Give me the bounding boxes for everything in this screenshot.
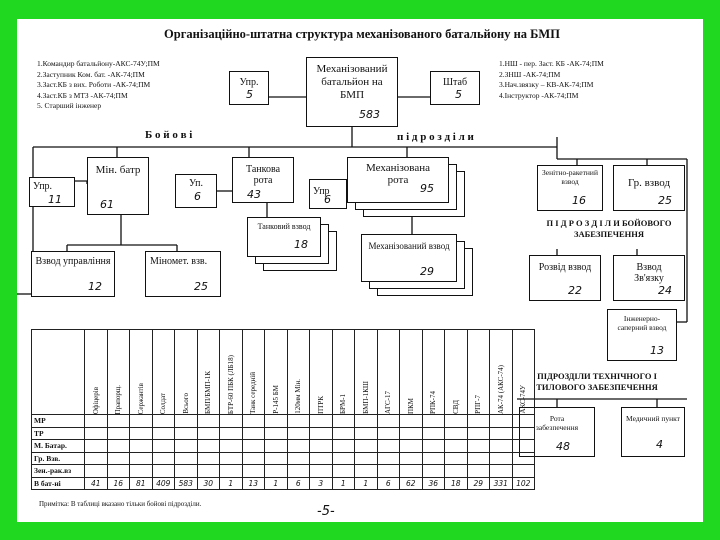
mortar-battery-box: Мін. батр 61 — [87, 157, 149, 215]
table-cell: 102 — [512, 477, 535, 490]
mortar-vzvod-box: Міномет. взв. 25 — [145, 251, 221, 297]
table-cell — [332, 415, 355, 428]
table-row — [32, 477, 535, 490]
column-header — [152, 330, 175, 415]
column-header-label: Всього — [181, 393, 190, 414]
staff-count: 5 — [455, 88, 462, 101]
table-cell: 81 — [130, 477, 153, 490]
table-cell — [107, 415, 130, 428]
tank-rota-count: 43 — [247, 188, 261, 201]
footnote: Примітка: В таблиці вказано тільки бойові підрозділи. — [39, 500, 202, 508]
equipment-table — [31, 329, 535, 490]
table-cell — [265, 440, 288, 453]
table-cell — [355, 427, 378, 440]
table-cell — [130, 440, 153, 453]
table-cell — [265, 465, 288, 478]
aa-vzvod-count: 16 — [572, 194, 586, 207]
table-cell — [310, 415, 333, 428]
column-header — [490, 330, 513, 415]
staff-item: 1.НШ - пер. Заст. КБ -АК-74;ПМ — [499, 59, 604, 68]
column-header — [287, 330, 310, 415]
mech-rota-upr-box: Упр 6 — [309, 179, 347, 209]
mech-rota-box: Механізована рота 95 — [347, 157, 449, 203]
column-header — [242, 330, 265, 415]
table-cell: 62 — [400, 477, 423, 490]
mech-vzvod-count: 29 — [420, 265, 434, 278]
table-row — [32, 465, 535, 478]
staff-list — [499, 59, 604, 101]
table-cell — [377, 465, 400, 478]
table-cell — [197, 440, 220, 453]
table-cell — [220, 452, 243, 465]
column-header-label: РПК-74 — [429, 391, 438, 414]
table-cell — [355, 465, 378, 478]
table-cell — [490, 415, 513, 428]
column-header-label: Прапорщ. — [114, 384, 123, 414]
table-cell — [512, 440, 535, 453]
table-cell: 13 — [242, 477, 265, 490]
staff-box: Штаб 5 — [430, 71, 480, 105]
column-header — [107, 330, 130, 415]
tank-vzvod-count: 18 — [294, 238, 308, 251]
column-header-label: Солдат — [159, 392, 168, 414]
mortar-vzvod-count: 25 — [194, 280, 208, 293]
table-cell — [152, 440, 175, 453]
column-header — [512, 330, 535, 415]
table-row — [32, 415, 535, 428]
page-number: -5- — [317, 504, 335, 519]
table-cell — [310, 427, 333, 440]
table-cell: 331 — [490, 477, 513, 490]
row-label: В бат-ні — [32, 477, 85, 490]
column-header — [445, 330, 468, 415]
table-cell — [512, 452, 535, 465]
staff-item: 3.Нач.звязку – КВ-АК-74;ПМ — [499, 80, 594, 89]
table-cell — [355, 452, 378, 465]
row-label: МР — [32, 415, 85, 428]
combat-header-right: п і д р о з д і л и — [397, 131, 474, 143]
column-header-label: 120мм Мін. — [294, 379, 303, 414]
table-cell — [467, 427, 490, 440]
table-cell — [287, 440, 310, 453]
column-header — [377, 330, 400, 415]
table-cell — [265, 427, 288, 440]
combat-header-left: Б о й о в і — [145, 129, 193, 141]
table-cell — [152, 452, 175, 465]
column-header — [310, 330, 333, 415]
table-cell — [422, 465, 445, 478]
table-cell — [422, 427, 445, 440]
mortar-battery-count: 61 — [100, 198, 114, 211]
column-header — [175, 330, 198, 415]
table-cell — [107, 452, 130, 465]
table-cell — [107, 440, 130, 453]
table-cell — [310, 452, 333, 465]
table-cell — [85, 415, 108, 428]
signal-vzvod-count: 24 — [658, 284, 672, 297]
table-cell: 29 — [467, 477, 490, 490]
battalion-count: 583 — [359, 108, 380, 121]
table-cell — [400, 427, 423, 440]
table-cell — [85, 452, 108, 465]
table-cell — [377, 440, 400, 453]
table-cell — [242, 415, 265, 428]
engineer-vzvod-count: 13 — [650, 344, 664, 357]
table-cell: 18 — [445, 477, 468, 490]
command-item: 2.Заступник Ком. бат. -АК-74;ПМ — [37, 69, 145, 79]
table-cell: 6 — [287, 477, 310, 490]
supply-rota-count: 48 — [556, 440, 570, 453]
table-cell — [422, 415, 445, 428]
recon-vzvod-box: Розвід взвод 22 — [529, 255, 601, 301]
table-cell: 409 — [152, 477, 175, 490]
table-cell — [400, 465, 423, 478]
table-row — [32, 452, 535, 465]
page-title: Організаційно-штатна структура механізованого батальйону на БМП — [164, 27, 560, 41]
table-cell — [355, 440, 378, 453]
tank-vzvod-box: Танковий взвод 18 — [247, 217, 321, 257]
table-cell — [310, 465, 333, 478]
tank-rota-box: Танкова рота 43 — [232, 157, 294, 203]
column-header — [265, 330, 288, 415]
table-row — [32, 427, 535, 440]
table-cell — [152, 427, 175, 440]
table-cell — [445, 440, 468, 453]
table-cell — [175, 440, 198, 453]
row-label: Гр. Взв. — [32, 452, 85, 465]
table-cell — [332, 427, 355, 440]
table-cell: 30 — [197, 477, 220, 490]
column-header — [467, 330, 490, 415]
supply-rota-box: Рота забезпечення 48 — [519, 407, 595, 457]
command-item: 5. Старший інженер — [37, 101, 102, 110]
column-header-label: АК-74 (АКС-74) — [496, 364, 505, 414]
upr-mortar-count: 11 — [48, 193, 62, 206]
table-row — [32, 440, 535, 453]
ctrl-vzvod-count: 12 — [88, 280, 102, 293]
table-cell — [445, 415, 468, 428]
table-cell — [220, 427, 243, 440]
signal-vzvod-box: Взвод Зв'язку 24 — [613, 255, 685, 301]
table-cell — [445, 465, 468, 478]
table-cell — [130, 427, 153, 440]
table-cell — [467, 415, 490, 428]
support-header: П І Д Р О З Д І Л И БОЙОВОГО ЗАБЕЗПЕЧЕННЯ — [546, 218, 672, 239]
gren-vzvod-count: 25 — [658, 194, 672, 207]
row-label: М. Батар. — [32, 440, 85, 453]
column-header-label: РПГ-7 — [474, 395, 483, 414]
table-cell — [355, 415, 378, 428]
column-header-label: БМП/БМП-1К — [204, 370, 213, 414]
command-item: 1.Командир батальйону-АКС-74У;ПМ — [37, 59, 160, 68]
row-label: Зен.-рак.вз — [32, 465, 85, 478]
table-cell: 6 — [377, 477, 400, 490]
table-cell — [422, 452, 445, 465]
table-cell — [287, 427, 310, 440]
table-cell — [400, 415, 423, 428]
table-cell — [467, 465, 490, 478]
column-header — [355, 330, 378, 415]
table-cell: 16 — [107, 477, 130, 490]
table-cell — [265, 415, 288, 428]
table-cell: 1 — [355, 477, 378, 490]
table-cell — [107, 465, 130, 478]
table-cell — [197, 415, 220, 428]
table-cell — [310, 440, 333, 453]
column-header — [400, 330, 423, 415]
table-cell — [377, 415, 400, 428]
column-header — [220, 330, 243, 415]
column-header-label: БМП-1КШ — [361, 381, 370, 414]
upr-count: 5 — [246, 88, 253, 101]
column-header-label: Офіцерів — [91, 386, 100, 414]
aa-vzvod-box: Зенітно-ракетний взвод 16 — [537, 165, 603, 211]
row-label: ТР — [32, 427, 85, 440]
document-page — [17, 19, 703, 522]
table-cell — [197, 427, 220, 440]
table-cell — [175, 415, 198, 428]
logistics-header: ПІДРОЗДІЛИ ТЕХНІЧНОГО І ТИЛОВОГО ЗАБЕЗПЕЧЕННЯ — [536, 371, 658, 392]
table-cell — [197, 452, 220, 465]
table-cell — [220, 440, 243, 453]
table-cell — [445, 427, 468, 440]
table-cell: 3 — [310, 477, 333, 490]
table-corner-cell — [32, 330, 85, 415]
medical-point-count: 4 — [656, 438, 663, 451]
medical-point-box: Медичний пункт 4 — [621, 407, 685, 457]
column-header-label: АКС-74У — [519, 385, 528, 414]
recon-vzvod-count: 22 — [568, 284, 582, 297]
table-cell — [332, 452, 355, 465]
table-cell — [220, 415, 243, 428]
table-cell — [130, 465, 153, 478]
table-cell — [175, 452, 198, 465]
table-cell — [130, 415, 153, 428]
table-cell — [130, 452, 153, 465]
command-list — [37, 59, 160, 112]
table-cell — [377, 427, 400, 440]
gren-vzvod-box: Гр. взвод 25 — [613, 165, 685, 211]
staff-item: 4.Інструктор -АК-74;ПМ — [499, 90, 579, 100]
mech-rota-upr-count: 6 — [324, 193, 331, 206]
table-cell — [377, 452, 400, 465]
column-header-label: АГС-17 — [384, 390, 393, 414]
table-cell — [175, 465, 198, 478]
table-cell — [287, 415, 310, 428]
table-cell — [490, 427, 513, 440]
table-cell — [242, 452, 265, 465]
column-header-label: БТР-60 ПБК (ЛБ18) — [226, 354, 235, 414]
table-cell — [490, 440, 513, 453]
column-header-label: Сержантів — [136, 382, 145, 414]
table-cell: 1 — [265, 477, 288, 490]
table-cell — [467, 452, 490, 465]
table-cell — [287, 465, 310, 478]
column-header-label: БРМ-1 — [339, 394, 348, 414]
table-cell — [197, 465, 220, 478]
table-cell: 1 — [332, 477, 355, 490]
command-item: 4.Заст.КБ з МТЗ -АК-74;ПМ — [37, 90, 128, 100]
table-cell — [85, 440, 108, 453]
column-header — [422, 330, 445, 415]
table-cell: 41 — [85, 477, 108, 490]
column-header — [197, 330, 220, 415]
table-cell — [107, 427, 130, 440]
table-cell — [445, 452, 468, 465]
table-cell — [490, 465, 513, 478]
column-header — [85, 330, 108, 415]
table-cell — [512, 415, 535, 428]
column-header-label: Танк середній — [249, 372, 258, 414]
command-item: 3.Заст.КБ з вих. Роботи -АК-74;ПМ — [37, 80, 151, 89]
column-header-label: ПКМ — [406, 398, 415, 414]
column-header — [332, 330, 355, 415]
column-header-label: ПТРК — [316, 396, 325, 414]
table-header-row — [32, 330, 535, 415]
table-cell — [85, 427, 108, 440]
table-cell — [332, 465, 355, 478]
column-header-label: Р-145 БМ — [271, 385, 280, 414]
mech-vzvod-box: Механізований взвод 29 — [361, 234, 457, 282]
table-cell — [242, 465, 265, 478]
ctrl-vzvod-box: Взвод управління 12 — [31, 251, 115, 297]
table-cell — [467, 440, 490, 453]
table-cell — [242, 427, 265, 440]
table-cell — [287, 452, 310, 465]
table-cell: 1 — [220, 477, 243, 490]
tank-rota-upr-box: Уп. 6 — [175, 174, 217, 208]
column-header — [130, 330, 153, 415]
table-cell — [512, 427, 535, 440]
table-cell — [400, 440, 423, 453]
table-cell — [512, 465, 535, 478]
table-cell — [422, 440, 445, 453]
table-cell — [332, 440, 355, 453]
table-cell — [152, 415, 175, 428]
table-cell — [220, 465, 243, 478]
upr-mortar-box: Упр. 11 — [29, 177, 75, 207]
table-cell — [265, 452, 288, 465]
table-cell — [490, 452, 513, 465]
battalion-box: Механізований батальйон на БМП 583 — [306, 57, 398, 127]
table-cell — [85, 465, 108, 478]
engineer-vzvod-box: Інженерно-саперний взвод 13 — [607, 309, 677, 361]
table-cell: 583 — [175, 477, 198, 490]
table-cell — [242, 440, 265, 453]
table-cell: 36 — [422, 477, 445, 490]
mech-rota-count: 95 — [420, 182, 434, 195]
table-cell — [175, 427, 198, 440]
table-cell — [400, 452, 423, 465]
staff-item: 2.ЗНШ -АК-74;ПМ — [499, 69, 561, 79]
column-header-label: СВД — [451, 400, 460, 414]
tank-rota-upr-count: 6 — [194, 190, 201, 203]
table-cell — [152, 465, 175, 478]
upr-box: Упр. 5 — [229, 71, 269, 105]
